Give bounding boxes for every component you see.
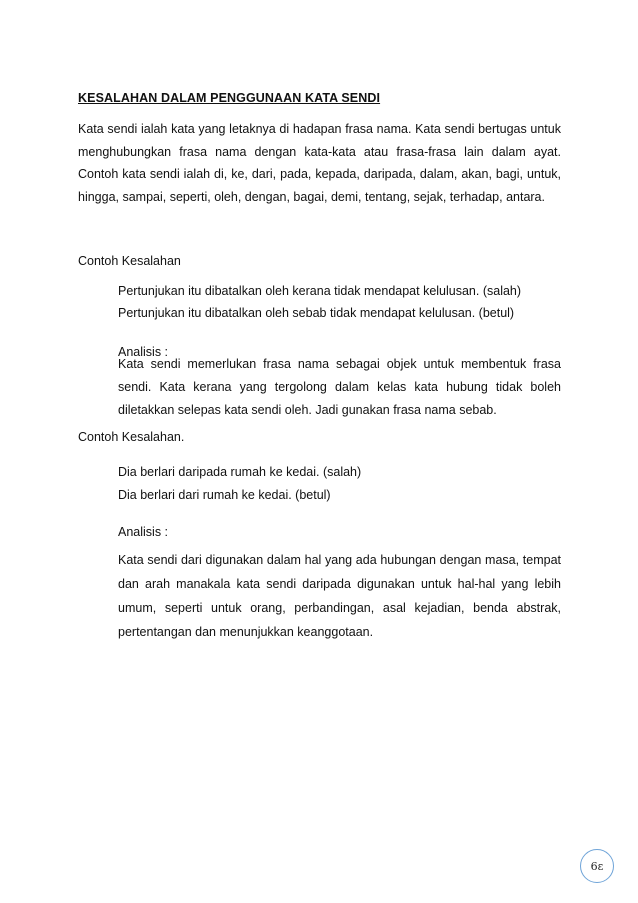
intro-paragraph: Kata sendi ialah kata yang letaknya di hadapan frasa nama. Kata sendi bertugas untuk menghubungkan frasa nama dengan kata-kata atau frasa-frasa lain dalam ayat. Contoh kata sendi ialah di, ke, dari, pada, kepada, daripada, dalam, akan, bagi, untuk, hingga, sampai, seperti, oleh, dengan, bagai, demi, tentang, sejak, terhadap, antara. [78, 122, 561, 204]
example2-analysis-text: Kata sendi dari digunakan dalam hal yang ada hubungan dengan masa, tempat dan arah manakala kata sendi daripada digunakan untuk hal-hal yang lebih umum, seperti untuk orang, perbandingan, asal kejadian, benda abstrak, pertentangan dan menunjukkan keanggotaan. [118, 553, 561, 639]
example2-wrong-sentence: Dia berlari daripada rumah ke kedai. (salah) [118, 465, 362, 479]
example2-label: Contoh Kesalahan. [78, 430, 185, 444]
page-number-badge [580, 849, 614, 883]
example2-right-sentence: Dia berlari dari rumah ke kedai. (betul) [118, 488, 331, 502]
section-heading: KESALAHAN DALAM PENGGUNAAN KATA SENDI [78, 91, 381, 105]
page-number: 6ε [590, 859, 604, 873]
example1-analysis-label: Analisis : [118, 345, 169, 359]
example2-analysis-label: Analisis : [118, 525, 169, 539]
example1-analysis-text: Kata sendi memerlukan frasa nama sebagai objek untuk membentuk frasa sendi. Kata kerana yang tergolong dalam kelas kata hubung tidak boleh diletakkan selepas kata sendi oleh. Jadi gunakan frasa nama sebab. [118, 357, 561, 417]
example1-label: Contoh Kesalahan [78, 254, 181, 268]
example1-right-sentence: Pertunjukan itu dibatalkan oleh sebab tidak mendapat kelulusan. (betul) [118, 306, 515, 320]
example1-wrong-sentence: Pertunjukan itu dibatalkan oleh kerana tidak mendapat kelulusan. (salah) [118, 284, 522, 298]
